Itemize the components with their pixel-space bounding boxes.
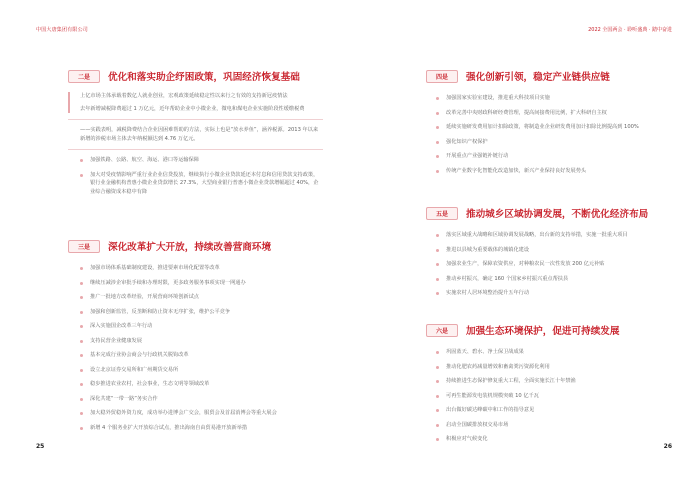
page-number: 26 bbox=[663, 443, 672, 450]
bullet-icon bbox=[80, 311, 83, 314]
list-item: 推动乡村振兴，确定 160 个国家乡村振兴重点帮扶县 bbox=[436, 275, 674, 284]
block-item: 上亿市场主体承载着数亿人就业创业，宏观政策延续稳定性以来行之有效的支持新冠疫情法 bbox=[80, 93, 288, 99]
list-item: 新增 4 个服务业扩大开放综合试点，推出海南自由贸易港开放新举措 bbox=[80, 424, 323, 433]
list-item: 巩固蓝天、碧水、净土保卫战成果 bbox=[436, 348, 674, 357]
section-six-list bbox=[426, 348, 674, 444]
list-item: 稳步推进农业农村，社会事业，生态文明等领域改革 bbox=[80, 380, 323, 389]
section-five-title: 推动城乡区域协调发展，不断优化经济布局 bbox=[466, 209, 649, 220]
list-item: 积极应对气候变化 bbox=[436, 435, 674, 444]
bullet-icon bbox=[80, 340, 83, 343]
list-item: 启动全国碳排放权交易市场 bbox=[436, 421, 674, 430]
section-three-header bbox=[68, 238, 323, 254]
bullet-icon bbox=[436, 234, 439, 237]
header-part1: 2022 全国两会 bbox=[588, 27, 623, 33]
section-five bbox=[426, 205, 674, 298]
section-six-title: 加强生态环境保护，促进可持续发展 bbox=[466, 326, 620, 337]
bullet-icon bbox=[436, 249, 439, 252]
section-five-badge: 五是 bbox=[426, 207, 458, 220]
list-item: 可再生能源发电装机规模突破 10 亿千瓦 bbox=[436, 392, 674, 401]
bullet-icon bbox=[436, 170, 439, 173]
section-two-block bbox=[68, 92, 323, 113]
list-item: 推广一批地方改革经验，开展营商环境创新试点 bbox=[80, 293, 323, 302]
list-item: 设立北京证券交易所和广州期货交易所 bbox=[80, 366, 323, 375]
list-item: 推进以县城为重要载体的城镇化建设 bbox=[436, 246, 674, 255]
block-item: 去年新增减税降费超过 1 万亿元，近年帮助企业中小微企业，微电和煤电企业实施阶段性缓缴税费 bbox=[80, 105, 305, 112]
bullet-icon bbox=[80, 267, 83, 270]
list-item: 实施农村人居环境整治提升五年行动 bbox=[436, 289, 674, 298]
list-item: 加强铁路、公路、航空、海运、港口等运输保障 bbox=[80, 156, 323, 165]
section-six bbox=[426, 322, 674, 444]
section-five-header bbox=[426, 205, 674, 221]
bullet-icon bbox=[80, 412, 83, 415]
bullet-icon bbox=[80, 325, 83, 328]
bullet-icon bbox=[80, 159, 83, 162]
list-item: 传统产业数字化智能化改造加快，新兴产业保持良好发展势头 bbox=[436, 167, 674, 176]
section-three-title: 深化改革扩大开放，持续改善营商环境 bbox=[108, 242, 272, 253]
section-two-header bbox=[68, 68, 323, 84]
list-item: 继续压减涉企审批手续和办理时限，更多政务服务事项实现一网通办 bbox=[80, 279, 323, 288]
list-item: 加强市场体系基础制度建设，推进要素市场化配置等改革 bbox=[80, 264, 323, 273]
bullet-icon bbox=[80, 398, 83, 401]
section-two-title: 优化和落实助企纾困政策，巩固经济恢复基础 bbox=[108, 72, 300, 83]
section-two-paragraph: ——实践表明，减税降费结合企业因困难帮助的方法，实际上也是“放水养鱼”，涵养税源。2013 年以来新增的涉税市场主体去年纳税额达到 4.76 万亿元。 bbox=[80, 127, 319, 142]
list-item: 推动化肥农药减量增效和畜禽粪污资源化利用 bbox=[436, 363, 674, 372]
section-four-list bbox=[426, 94, 674, 175]
bullet-icon bbox=[80, 296, 83, 299]
bullet-icon bbox=[436, 424, 439, 427]
left-header: 中国大唐集团有限公司 bbox=[36, 27, 89, 33]
list-item: 出台做好碳达峰碳中和工作的指导意见 bbox=[436, 406, 674, 415]
list-item: 开展重点产业强链补链行动 bbox=[436, 152, 674, 161]
section-two-badge: 二是 bbox=[68, 70, 100, 83]
divider bbox=[68, 119, 323, 120]
list-item: 延续实施研发费用加计扣除政策，将制造业企业研发费用加计扣除比例提高到 100% bbox=[436, 123, 674, 132]
bullet-icon bbox=[436, 438, 439, 441]
bullet-icon bbox=[436, 278, 439, 281]
section-two bbox=[68, 68, 323, 196]
list-item: 加强农业生产，保障农资供应，对种粮农民一次性发放 200 亿元补贴 bbox=[436, 260, 674, 269]
list-item: 加大稳外贸稳外资力度，成功举办进博会广交会，服贸会及首届消博会等重大展会 bbox=[80, 409, 323, 418]
right-header: 2022 全国两会 · 聆听盛典 · 踏中奋进 bbox=[588, 27, 672, 33]
right-page bbox=[350, 0, 700, 500]
bullet-icon bbox=[80, 369, 83, 372]
section-three-list bbox=[68, 264, 323, 432]
bullet-icon bbox=[436, 380, 439, 383]
bullet-icon bbox=[436, 366, 439, 369]
bullet-icon bbox=[436, 155, 439, 158]
bullet-icon bbox=[436, 126, 439, 129]
section-six-header bbox=[426, 322, 674, 338]
bullet-icon bbox=[436, 263, 439, 266]
divider bbox=[68, 149, 323, 150]
list-item: 支持民营企业健康发展 bbox=[80, 337, 323, 346]
bullet-icon bbox=[436, 351, 439, 354]
bullet-icon bbox=[436, 395, 439, 398]
list-item: 落实区域重大战略和区域协调发展战略，出台新的支持举措，实施一批重大项目 bbox=[436, 231, 674, 240]
list-item: 深化共建“一带一路”务实合作 bbox=[80, 395, 323, 404]
bullet-icon bbox=[80, 282, 83, 285]
section-five-list bbox=[426, 231, 674, 298]
section-three bbox=[68, 238, 323, 432]
section-four-title: 强化创新引领，稳定产业链供应链 bbox=[466, 72, 610, 83]
section-six-badge: 六是 bbox=[426, 324, 458, 337]
bullet-icon bbox=[436, 112, 439, 115]
bullet-icon bbox=[436, 141, 439, 144]
bullet-icon bbox=[436, 97, 439, 100]
list-item: 加强国家实验室建设，推进重大科技项目实施 bbox=[436, 94, 674, 103]
section-four-header bbox=[426, 68, 674, 84]
list-item: 强化知识产权保护 bbox=[436, 138, 674, 147]
bullet-icon bbox=[436, 292, 439, 295]
block-bar bbox=[68, 92, 70, 113]
list-item: 加强和创新监管，反垄断和防止资本无序扩张，维护公平竞争 bbox=[80, 308, 323, 317]
list-item: 加大对受疫情影响严重行业企业信贷投放，继续执行小微企业贷款延还本付息和信用贷款支持政策，银行业金融机构普惠小微企业贷款增长 27.3%，大型商业银行普惠小微企业贷款增幅超过 40%，企业综合融资成本稳中有降 bbox=[80, 171, 323, 197]
list-item: 改革完善中央财政科研经费管理，提高间接费用比例，扩大科研自主权 bbox=[436, 109, 674, 118]
bullet-icon bbox=[80, 427, 83, 430]
header-part3: 踏中奋进 bbox=[651, 27, 672, 33]
bullet-icon bbox=[80, 383, 83, 386]
page-number: 25 bbox=[36, 443, 45, 450]
section-four-badge: 四是 bbox=[426, 70, 458, 83]
bullet-icon bbox=[436, 409, 439, 412]
list-item: 持续推进生态保护修复重大工程，全面实施长江十年禁渔 bbox=[436, 377, 674, 386]
list-item: 深入实施国企改革三年行动 bbox=[80, 322, 323, 331]
header-part2: 聆听盛典 bbox=[627, 27, 648, 33]
bullet-icon bbox=[80, 354, 83, 357]
bullet-icon bbox=[80, 174, 83, 177]
section-four bbox=[426, 68, 674, 175]
list-item: 基本完成行业协会商会与行政机关脱钩改革 bbox=[80, 351, 323, 360]
section-three-badge: 三是 bbox=[68, 240, 100, 253]
